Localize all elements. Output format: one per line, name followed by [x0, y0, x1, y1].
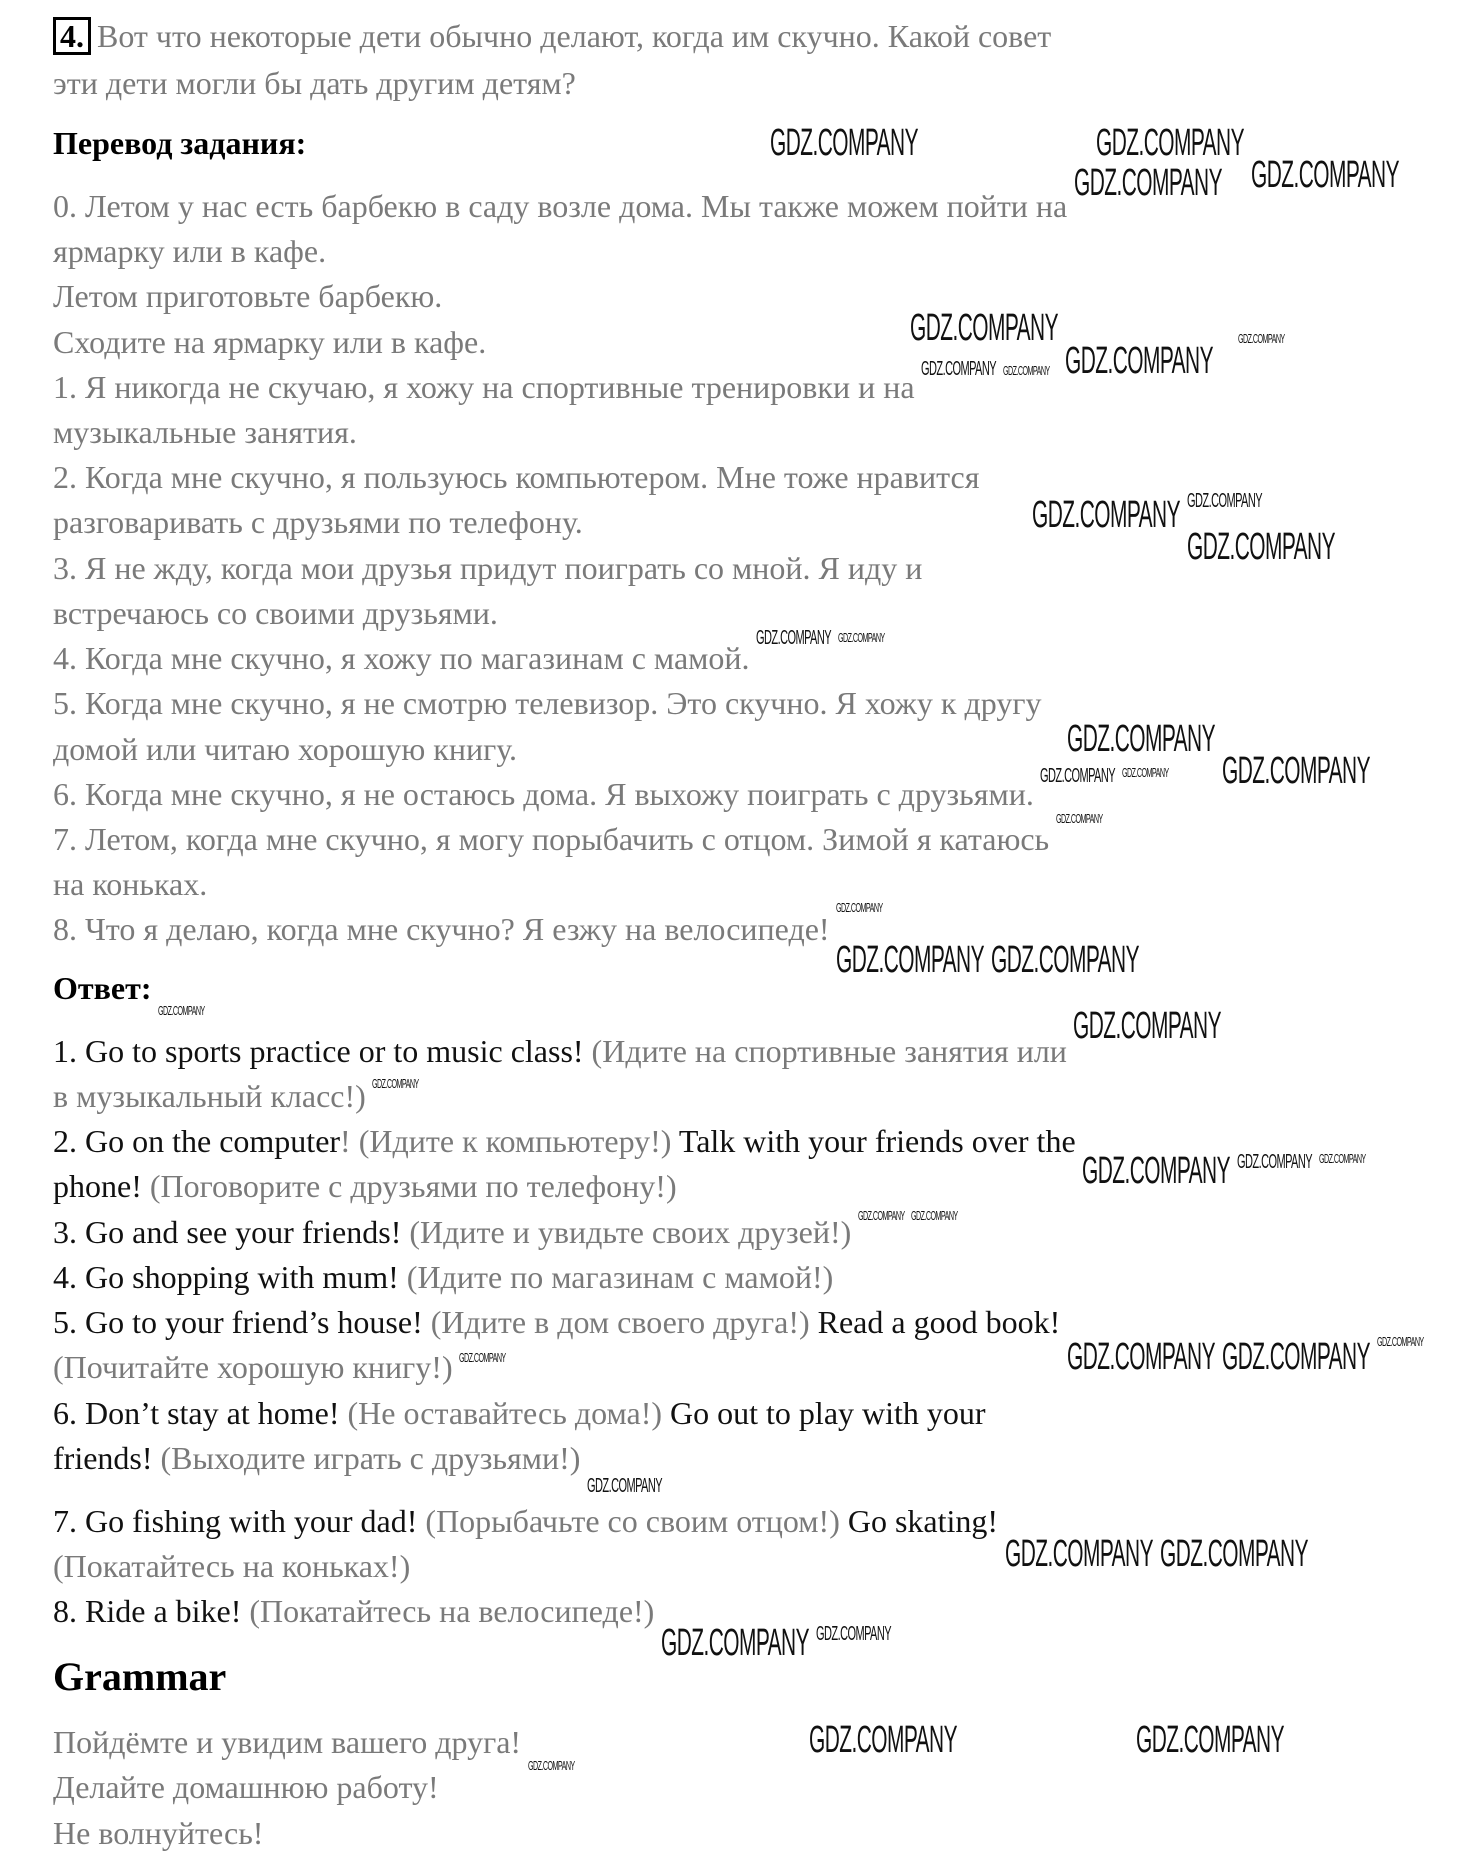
watermark: GDZ.COMPANY [1096, 122, 1245, 164]
translation-line: 3. Я не жду, когда мои друзья придут поиграть со мной. Я иду и [53, 550, 923, 586]
translation-line: 5. Когда мне скучно, я не смотрю телевизор. Это скучно. Я хожу к другу [53, 685, 1042, 721]
translation-line: Летом приготовьте барбекю. [53, 278, 443, 314]
watermark: GDZ.COMPANY [1319, 1151, 1366, 1166]
watermark: GDZ.COMPANY [921, 358, 997, 380]
answer-english-text: 3. Go and see your friends! [53, 1214, 402, 1250]
watermark: GDZ.COMPANY [1251, 154, 1400, 196]
answer-english-text: 2. Go on the computer [53, 1123, 341, 1159]
task-text: Вот что некоторые дети обычно делают, когда им скучно. Какой совет [97, 18, 1052, 54]
watermark: GDZ.COMPANY [836, 900, 883, 915]
translation-heading: Перевод задания: [53, 125, 307, 161]
watermark: GDZ.COMPANY [1377, 1334, 1424, 1349]
watermark: GDZ.COMPANY [1160, 1533, 1309, 1575]
watermark: GDZ.COMPANY [770, 122, 919, 164]
answer-russian-translation: (Порыбачьте со своим отцом!) [417, 1503, 848, 1539]
answer-russian-translation: (Покатайтесь на коньках!) [53, 1548, 411, 1584]
watermark: GDZ.COMPANY [816, 1623, 892, 1645]
translation-line: 7. Летом, когда мне скучно, я могу порыбачить с отцом. Зимой я катаюсь [53, 821, 1050, 857]
translation-line: на коньках. [53, 866, 208, 902]
watermark: GDZ.COMPANY [372, 1076, 419, 1091]
translation-line: встречаюсь со своими друзьями. [53, 595, 498, 631]
answer-line [53, 1255, 833, 1300]
watermark: GDZ.COMPANY [1040, 765, 1116, 787]
answer-russian-translation: (Идите на спортивные занятия или [583, 1033, 1067, 1069]
answer-english-text: Go skating! [847, 1503, 999, 1539]
answer-english-text: friends! [53, 1440, 153, 1476]
answer-english-text: 5. Go to your friend’s house! [53, 1304, 423, 1340]
watermark: GDZ.COMPANY [587, 1475, 663, 1497]
watermark: GDZ.COMPANY [1067, 1336, 1216, 1378]
watermark: GDZ.COMPANY [1005, 1533, 1154, 1575]
translation-line: разговаривать с друзьями по телефону. [53, 504, 583, 540]
watermark: GDZ.COMPANY [661, 1622, 810, 1664]
answer-russian-translation: (Идите и увидьте своих друзей!) [401, 1214, 852, 1250]
watermark: GDZ.COMPANY [809, 1719, 958, 1761]
answer-english-text: 4. Go shopping with mum! [53, 1259, 399, 1295]
watermark: GDZ.COMPANY [858, 1208, 905, 1223]
translation-line: ярмарку или в кафе. [53, 233, 327, 269]
answer-russian-translation: ! (Идите к компьютеру!) [340, 1123, 679, 1159]
task-line-1 [53, 14, 1051, 59]
watermark: GDZ.COMPANY [1122, 765, 1169, 780]
answer-line [53, 1029, 1067, 1074]
answer-russian-translation: (Выходите играть с друзьями!) [152, 1440, 581, 1476]
answer-line [53, 1345, 453, 1390]
answer-line [53, 1436, 580, 1481]
watermark: GDZ.COMPANY [1237, 1151, 1313, 1173]
answer-russian-translation: в музыкальный класс!) [53, 1078, 366, 1114]
translation-line: Сходите на ярмарку или в кафе. [53, 324, 487, 360]
answer-russian-translation: (Не оставайтесь дома!) [339, 1395, 671, 1431]
answer-line [53, 1300, 1060, 1345]
answer-english-text: Read a good book! [817, 1304, 1061, 1340]
task-number: 4. [53, 17, 91, 55]
grammar-example: Пойдёмте и увидим вашего друга! [53, 1724, 522, 1760]
answer-english-text: 6. Don’t stay at home! [53, 1395, 340, 1431]
answer-heading: Ответ: [53, 970, 152, 1006]
translation-line: домой или читаю хорошую книгу. [53, 731, 518, 767]
translation-line: 4. Когда мне скучно, я хожу по магазинам с мамой. [53, 640, 750, 676]
watermark: GDZ.COMPANY [756, 627, 832, 649]
watermark: GDZ.COMPANY [158, 1003, 205, 1018]
watermark: GDZ.COMPANY [1082, 1150, 1231, 1192]
watermark: GDZ.COMPANY [838, 630, 885, 645]
task-line-2: эти дети могли бы дать другим детям? [53, 65, 576, 101]
grammar-example: Делайте домашнюю работу! [53, 1769, 439, 1805]
watermark: GDZ.COMPANY [1238, 331, 1285, 346]
watermark: GDZ.COMPANY [1187, 526, 1336, 568]
grammar-heading: Grammar [53, 1654, 227, 1699]
watermark: GDZ.COMPANY [1187, 490, 1263, 512]
answer-english-text: 7. Go fishing with your dad! [53, 1503, 418, 1539]
answer-line [53, 1119, 1076, 1164]
watermark: GDZ.COMPANY [1222, 1336, 1371, 1378]
watermark: GDZ.COMPANY [1073, 1005, 1222, 1047]
watermark: GDZ.COMPANY [1032, 494, 1181, 536]
translation-line: 2. Когда мне скучно, я пользуюсь компьютером. Мне тоже нравится [53, 459, 980, 495]
watermark: GDZ.COMPANY [1065, 340, 1214, 382]
watermark: GDZ.COMPANY [1067, 718, 1216, 760]
answer-line [53, 1164, 677, 1209]
answer-russian-translation: (Почитайте хорошую книгу!) [53, 1349, 453, 1385]
answer-english-text: Go out to play with your [670, 1395, 986, 1431]
answer-russian-translation: (Покатайтесь на велосипеде!) [241, 1593, 655, 1629]
answer-line [53, 1544, 410, 1589]
watermark: GDZ.COMPANY [1074, 162, 1223, 204]
answer-line [53, 1210, 851, 1255]
watermark: GDZ.COMPANY [836, 939, 985, 981]
answer-line [53, 1589, 654, 1634]
watermark: GDZ.COMPANY [991, 939, 1140, 981]
watermark: GDZ.COMPANY [459, 1350, 506, 1365]
answer-line [53, 1499, 998, 1544]
translation-line: 1. Я никогда не скучаю, я хожу на спортивные тренировки и на [53, 369, 915, 405]
answer-english-text: 8. Ride a bike! [53, 1593, 242, 1629]
translation-line: 6. Когда мне скучно, я не остаюсь дома. Я выхожу поиграть с друзьями. [53, 776, 1034, 812]
watermark: GDZ.COMPANY [1222, 750, 1371, 792]
answer-russian-translation: (Поговорите с друзьями по телефону!) [141, 1168, 677, 1204]
answer-english-text: phone! [53, 1168, 142, 1204]
answer-english-text: Talk with your friends over the [678, 1123, 1076, 1159]
translation-line: 8. Что я делаю, когда мне скучно? Я езжу на велосипеде! [53, 911, 830, 947]
answer-line [53, 1391, 986, 1436]
watermark: GDZ.COMPANY [910, 307, 1059, 349]
translation-line: музыкальные занятия. [53, 414, 357, 450]
watermark: GDZ.COMPANY [1136, 1719, 1285, 1761]
watermark: GDZ.COMPANY [1003, 363, 1050, 378]
grammar-example: Не волнуйтесь! [53, 1815, 264, 1851]
watermark: GDZ.COMPANY [911, 1208, 958, 1223]
watermark: GDZ.COMPANY [528, 1758, 575, 1773]
answer-english-text: 1. Go to sports practice or to music class! [53, 1033, 584, 1069]
answer-russian-translation: (Идите по магазинам с мамой!) [398, 1259, 834, 1295]
answer-russian-translation: (Идите в дом своего друга!) [422, 1304, 818, 1340]
watermark: GDZ.COMPANY [1056, 811, 1103, 826]
translation-line: 0. Летом у нас есть барбекю в саду возле дома. Мы также можем пойти на [53, 188, 1068, 224]
answer-line [53, 1074, 366, 1119]
